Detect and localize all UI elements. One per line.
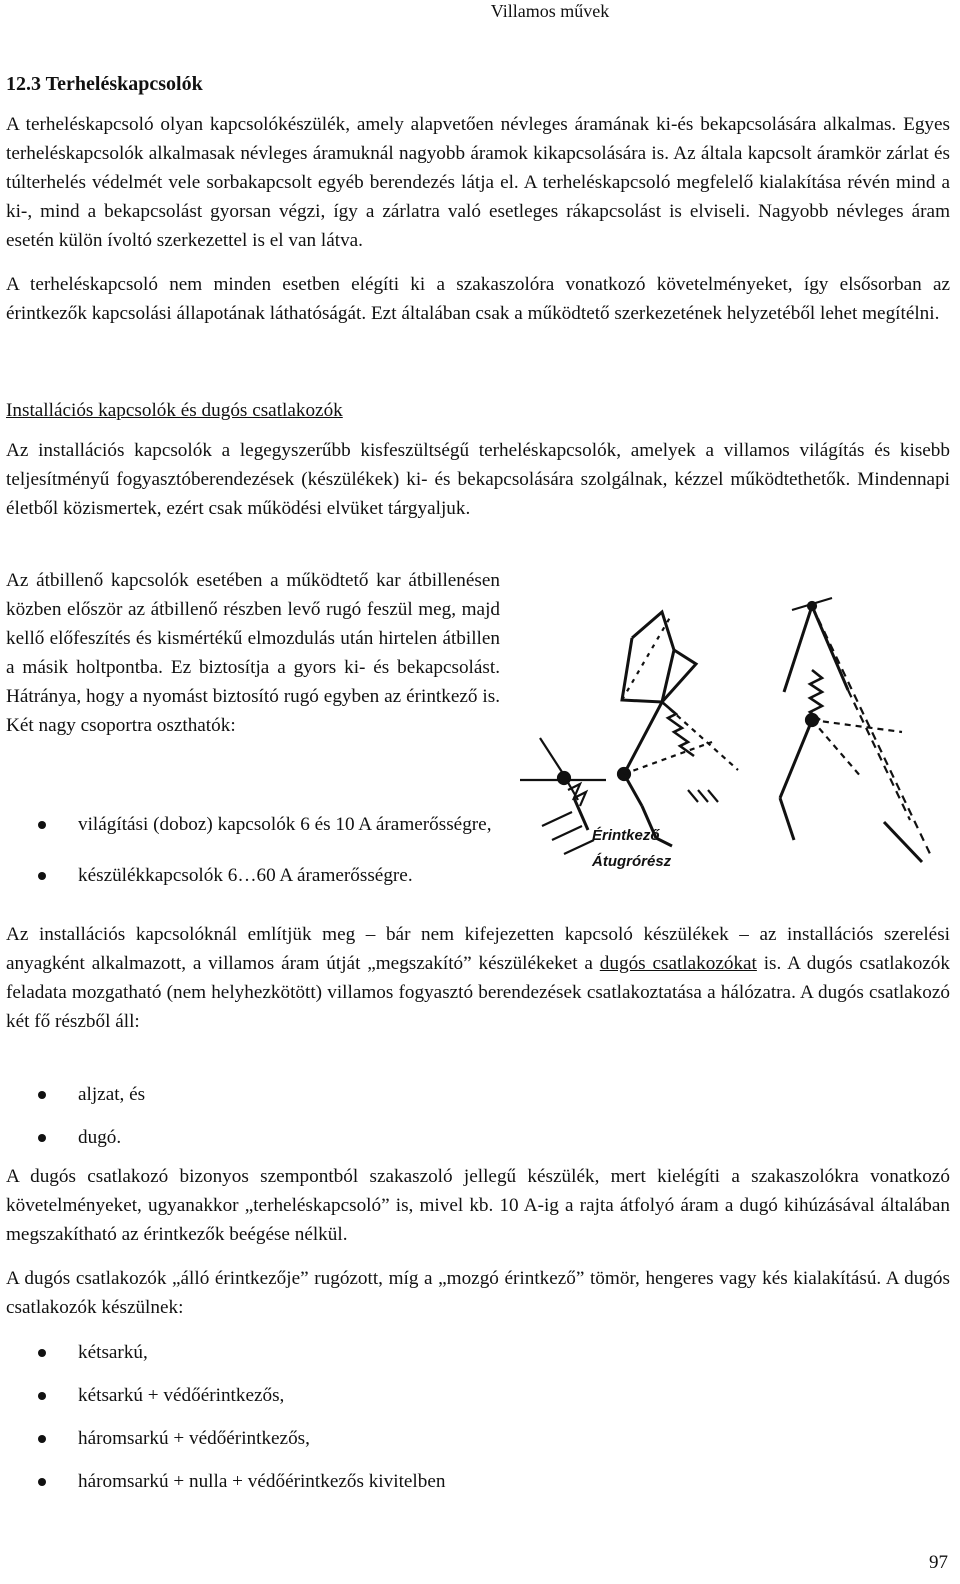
paragraph-disconnector-requirements: A terheléskapcsoló nem minden esetben elégíti ki a szakaszolóra vonatkozó követelményeket, így elsősorban az érintkezők kapcsolási állapotának láthatóságát. Ezt általában csak a működtető szerkezetének helyzetéből lehet megítélni. [6,274,950,324]
paragraph-plug-connectors [6,920,950,1036]
list-item: kétsarkú, [6,1338,950,1367]
list-item: világítási (doboz) kapcsolók 6 és 10 A áramerősségre, [6,810,500,839]
paragraph-plug-disconnector: A dugós csatlakozó bizonyos szempontból szakaszoló jellegű készülék, mert kielégíti a szakaszolókra vonatkozó követelményeket, ugyanakkor „terheléskapcsoló” is, mivel kb. 10 A-ig a rajta átfolyó áram a dugó kihúzásával általában megszakítható az érintkezők beégése nélkül. [6,1166,950,1245]
running-header: Villamos művek [490,1,610,21]
page-number: 97 [929,1552,948,1573]
plug-connectors-term: dugós csatlakozókat [599,953,757,974]
paragraph-toggle-switches: Az átbillenő kapcsolók esetében a működtető kar átbillenésen közben először az átbillenő részben levő rugó feszül meg, majd kellő előfeszítés és kismértékű elmozdulás után hirtelen átbillen a másik holtpontba. Ez biztosítja a gyors ki- és bekapcsolást. Hátránya, hogy a nyomást biztosító rugó egyben az érintkező is. Két nagy csoportra oszthatók: [6,570,500,736]
plug-text-part-b: is. A dugós csatlakozók feladata mozgatható (nem helyhezkötött) villamos fogyasztó berendezések csatlakoztatása a hálózatra. A dugós csatlakozó két fő részből áll: [6,953,950,1032]
paragraph-plug-contacts: A dugós csatlakozók „álló érintkezője” rugózott, míg a „mozgó érintkező” tömör, hengeres vagy kés kialakítású. A dugós csatlakozók készülnek: [6,1268,950,1318]
switch-groups-list [6,810,500,890]
list-item: aljzat, és [6,1080,950,1109]
plug-parts-list [6,1080,950,1152]
toggle-switch-diagram [512,590,952,880]
list-item: háromsarkú + védőérintkezős, [6,1424,950,1453]
subheading-installation-switches: Installációs kapcsolók és dugós csatlakozók [6,400,343,421]
list-item: dugó. [6,1123,950,1152]
list-item: háromsarkú + nulla + védőérintkezős kivitelben [6,1467,950,1496]
list-item: kétsarkú + védőérintkezős, [6,1381,950,1410]
plug-types-list [6,1338,950,1496]
paragraph-intro: A terheléskapcsoló olyan kapcsolókészülék, amely alapvetően névleges áramának ki-és bekapcsolására alkalmas. Egyes terheléskapcsolók alkalmasak névleges áramuknál nagyobb áramok kikapcsolására is. Az általa kapcsolt áramkör zárlat és túlterhelés védelmét vele sorbakapcsolt egyéb berendezés látja el. A terheléskapcsoló megfelelő kialakítása révén mind a ki-, mind a bekapcsolást gyorsan végzi, így a zárlatra való esetleges rákapcsolást is elviseli. Nagyobb névleges áram esetén külön ívoltó szerkezettel is el van látva. [6,114,950,251]
section-title: 12.3 Terheléskapcsolók [6,73,203,95]
figure-label-contact: Érintkező [592,827,660,844]
plug-text-part-a: Az installációs kapcsolóknál említjük meg – bár nem kifejezetten kapcsoló készülékek – az installációs szerelési anyagként alkalmazott, a villamos áram útját „megszakító” készülékeket a [6,924,950,974]
figure-label-spring: Átugrórész [592,853,672,870]
list-item: készülékkapcsolók 6…60 A áramerősségre. [6,861,538,890]
paragraph-installation-switches: Az installációs kapcsolók a legegyszerűbb kisfeszültségű terheléskapcsolók, amelyek a villamos világítás és kisebb teljesítményű fogyasztóberendezések (készülékek) ki- és bekapcsolására szolgálnak, kézzel működtethetők. Mindennapi életből közismertek, ezért csak működési elvüket tárgyaljuk. [6,440,950,519]
toggle-switch-figure [512,590,952,880]
